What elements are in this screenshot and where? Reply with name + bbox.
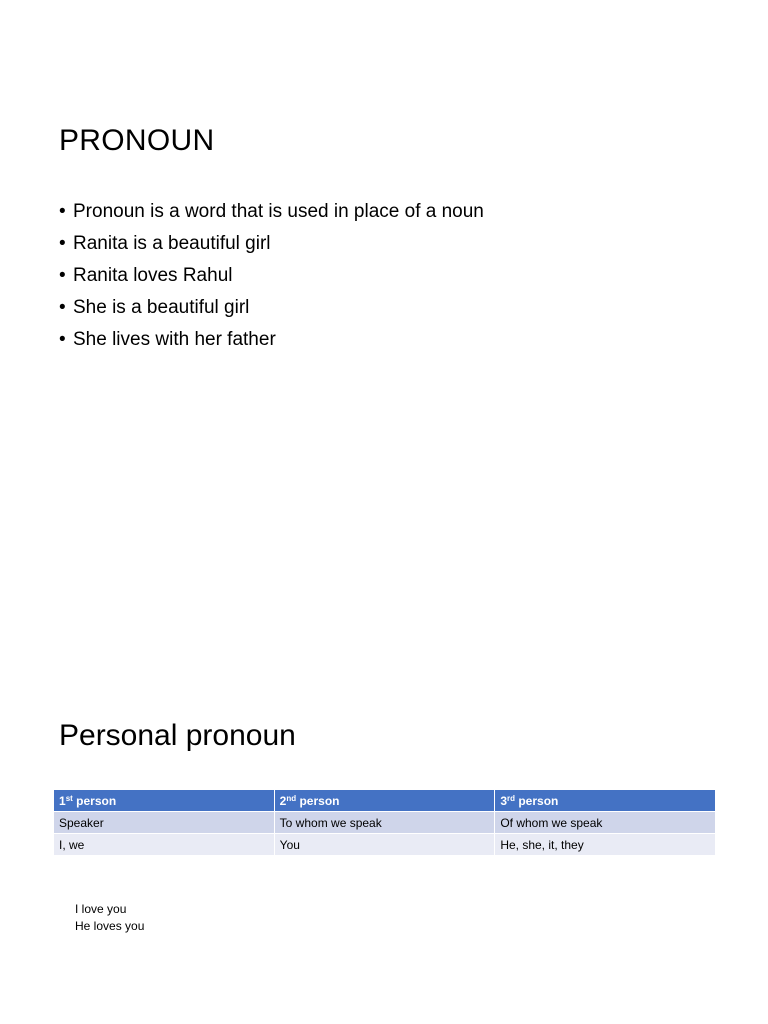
bullet-item [59,292,484,324]
slide-title: PRONOUN [59,124,215,157]
bullet-icon: • [59,329,66,350]
slide-pronoun [0,0,768,432]
table-row [54,834,716,856]
bullet-item [59,324,484,356]
table-row [54,812,716,834]
bullet-item [59,228,484,260]
bullet-text: Ranita is a beautiful girl [73,233,271,254]
example-line: I love you [75,902,127,916]
table-cell: You [274,834,495,856]
table-cell: To whom we speak [274,812,495,834]
bullet-item [59,260,484,292]
header-third-person: 3rd person [495,790,716,812]
table-cell: I, we [54,834,275,856]
table-cell: Of whom we speak [495,812,716,834]
slide-title: Personal pronoun [59,719,296,752]
bullet-list [59,196,484,356]
slide-personal-pronoun [0,592,768,1024]
bullet-text: She is a beautiful girl [73,297,250,318]
bullet-icon: • [59,233,66,254]
personal-pronoun-table [53,789,716,856]
bullet-text: She lives with her father [73,329,276,350]
table-header-row [54,790,716,812]
table-cell: He, she, it, they [495,834,716,856]
bullet-icon: • [59,201,66,222]
header-second-person: 2nd person [274,790,495,812]
bullet-text: Pronoun is a word that is used in place of a noun [73,201,484,222]
table-cell: Speaker [54,812,275,834]
bullet-item [59,196,484,228]
bullet-text: Ranita loves Rahul [73,265,233,286]
example-line: He loves you [75,919,145,933]
bullet-icon: • [59,265,66,286]
example-sentences [75,901,144,935]
bullet-icon: • [59,297,66,318]
header-first-person: 1st person [54,790,275,812]
